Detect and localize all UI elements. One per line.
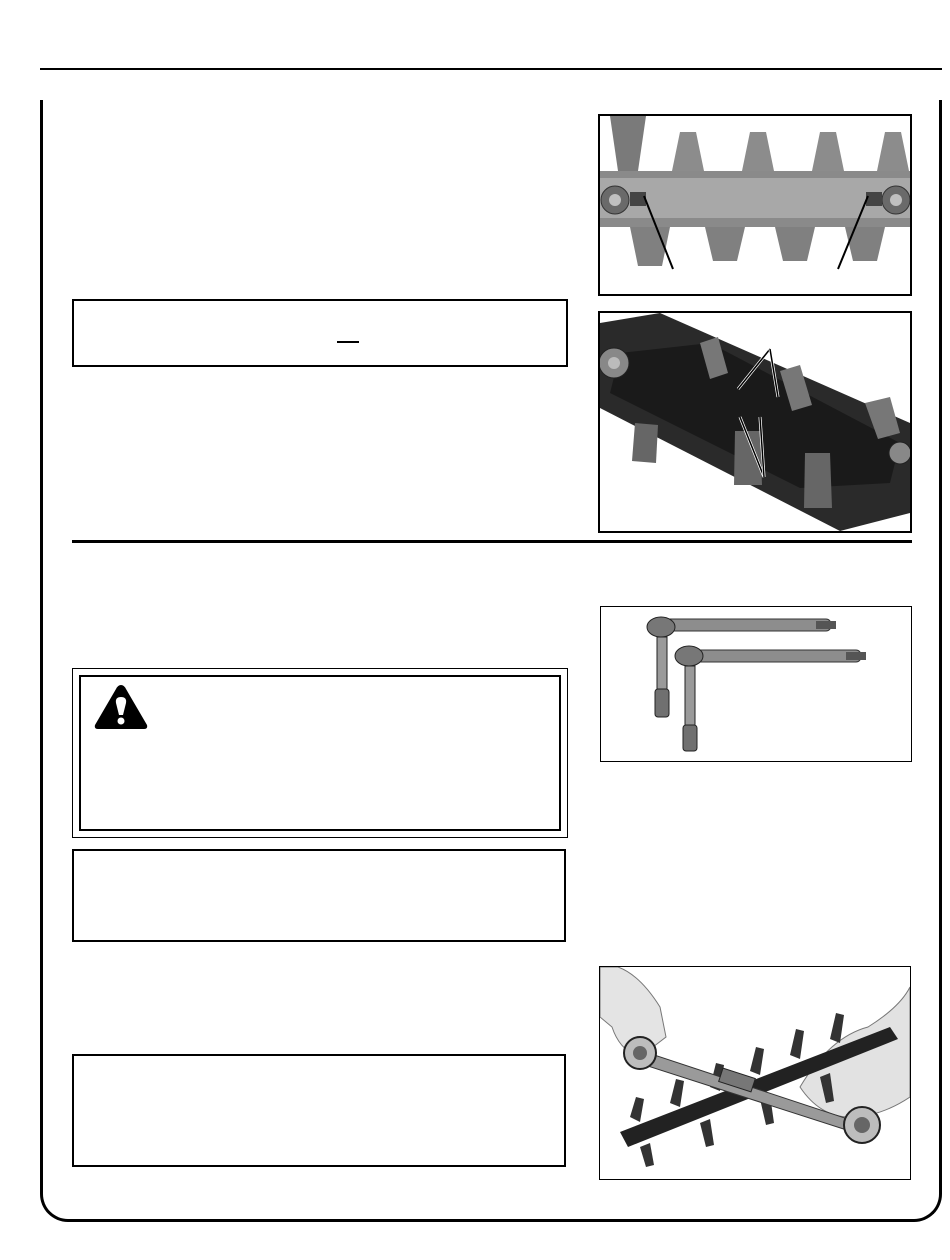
note-box-3 [72,1054,566,1167]
warning-box-inner [79,675,561,831]
ratchet-wrenches-photo [600,606,912,762]
note-box-2 [72,849,566,942]
note-box-1 [72,299,568,367]
section-divider [72,540,912,543]
blade-lubricated-photo [598,311,912,533]
gloved-hands-wrench-photo [599,966,911,1180]
blade-bolts-photo [598,114,912,296]
warning-triangle-icon [93,683,149,731]
header-rule [40,68,942,70]
note-underline-mark [337,341,359,343]
warning-box [72,668,568,838]
